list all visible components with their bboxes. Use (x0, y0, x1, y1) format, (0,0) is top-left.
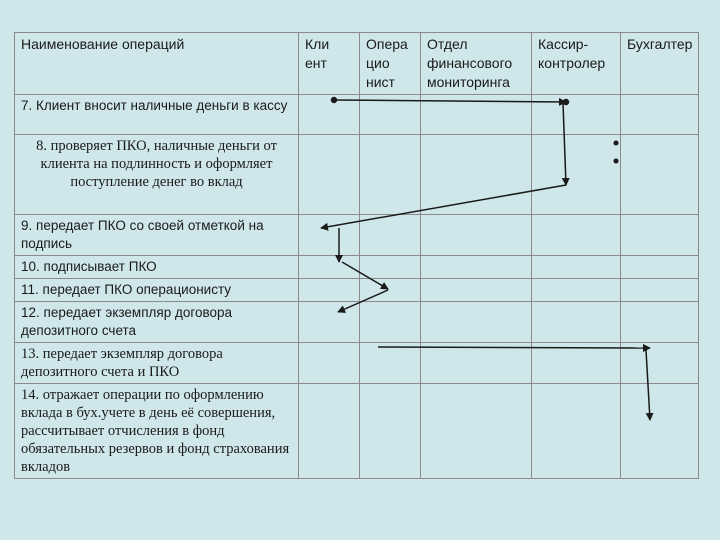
operation-14: 14. отражает операции по оформлению вклада в бух.учете в день её совершения, рассчитывает отчисления в фонд обязательных резервов и фонд страхования вкладов (15, 384, 299, 479)
table-row (15, 384, 699, 479)
operation-12: 12. передает экземпляр договора депозитного счета (15, 302, 299, 343)
header-financial-monitoring: Отдел финансового мониторинга (421, 33, 532, 95)
operation-9: 9. передает ПКО со своей отметкой на подпись (15, 215, 299, 256)
operation-7: 7. Клиент вносит наличные деньги в кассу (15, 95, 299, 135)
process-flow-table (14, 32, 699, 479)
table-row (15, 135, 699, 215)
header-client: Кли ент (299, 33, 360, 95)
header-cashier-controller: Кассир- контролер (532, 33, 621, 95)
table-row (15, 215, 699, 256)
table-row (15, 302, 699, 343)
table-row (15, 95, 699, 135)
operation-8: 8. проверяет ПКО, наличные деньги от клиента на подлинность и оформляет поступление денег во вклад (15, 135, 299, 215)
header-row (15, 33, 699, 95)
table-row (15, 256, 699, 279)
table-row (15, 279, 699, 302)
operation-10: 10. подписывает ПКО (15, 256, 299, 279)
operation-11: 11. передает ПКО операционисту (15, 279, 299, 302)
header-accountant: Бухгалтер (621, 33, 699, 95)
header-operations: Наименование операций (15, 33, 299, 95)
header-operator: Опера цио нист (360, 33, 421, 95)
operation-13: 13. передает экземпляр договора депозитного счета и ПКО (15, 343, 299, 384)
table-row (15, 343, 699, 384)
